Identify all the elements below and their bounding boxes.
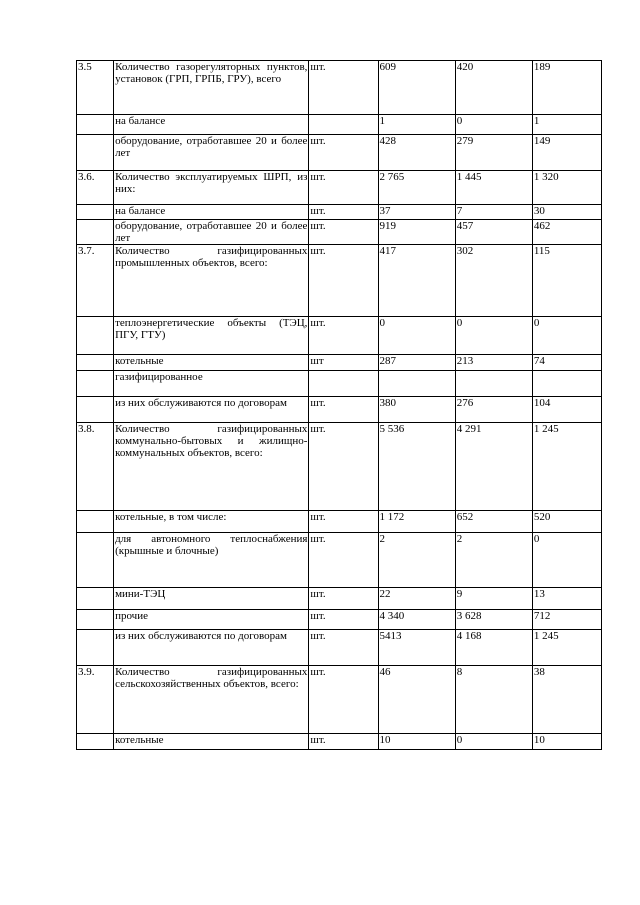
row-value-2: 0 (456, 115, 463, 127)
row-name: Количество газифицированных коммунально-бытовых и жилищно-коммунальных объектов, всего: (115, 423, 308, 459)
row-value-2-cell (455, 666, 532, 734)
row-value-3: 0 (533, 533, 540, 545)
table-row (77, 588, 602, 610)
row-value-2-cell (455, 511, 532, 533)
row-value-3: 462 (533, 220, 551, 232)
row-value-2: 652 (456, 511, 474, 523)
row-value-3-cell (532, 245, 601, 317)
row-unit-cell (309, 115, 378, 135)
row-value-1-cell (378, 317, 455, 355)
row-unit-cell (309, 610, 378, 630)
row-name-cell (114, 610, 309, 630)
row-value-1-cell (378, 220, 455, 245)
row-number-cell (77, 666, 114, 734)
table-row (77, 355, 602, 371)
row-name-cell (114, 533, 309, 588)
row-value-2-cell (455, 220, 532, 245)
row-value-1: 5 536 (379, 423, 405, 435)
row-value-1: 919 (379, 220, 397, 232)
row-value-1: 1 172 (379, 511, 405, 523)
table-row (77, 423, 602, 511)
row-value-1: 46 (379, 666, 391, 678)
row-name: на балансе (115, 205, 166, 217)
table-row (77, 205, 602, 220)
row-unit-cell (309, 317, 378, 355)
row-unit: шт. (310, 423, 326, 435)
row-unit-cell (309, 61, 378, 115)
row-value-3: 74 (533, 355, 545, 367)
row-unit: шт. (310, 666, 326, 678)
table-row (77, 317, 602, 355)
row-value-2-cell (455, 588, 532, 610)
row-value-2-cell (455, 533, 532, 588)
table-row (77, 610, 602, 630)
row-value-3-cell (532, 61, 601, 115)
row-number-cell (77, 317, 114, 355)
row-value-3-cell (532, 666, 601, 734)
row-value-3: 0 (533, 317, 540, 329)
row-number-cell (77, 171, 114, 205)
row-unit-cell (309, 355, 378, 371)
row-unit: шт. (310, 533, 326, 545)
row-unit: шт. (310, 245, 326, 257)
row-unit: шт. (310, 61, 326, 73)
row-value-1-cell (378, 423, 455, 511)
row-name: для автономного теплоснабжения (крышные и блочные) (115, 533, 308, 557)
row-value-1-cell (378, 610, 455, 630)
row-value-2-cell (455, 245, 532, 317)
row-number: 3.8. (78, 423, 95, 435)
row-value-2: 0 (456, 317, 463, 329)
row-name: Количество газорегуляторных пунктов, установок (ГРП, ГРПБ, ГРУ), всего (115, 61, 308, 85)
row-unit: шт. (310, 397, 326, 409)
row-unit-cell (309, 734, 378, 750)
row-unit-cell (309, 245, 378, 317)
row-value-1-cell (378, 588, 455, 610)
row-number: 3.5 (78, 61, 92, 73)
row-value-3-cell (532, 630, 601, 666)
row-value-1-cell (378, 135, 455, 171)
row-value-2: 2 (456, 533, 463, 545)
row-unit-cell (309, 511, 378, 533)
row-unit: шт. (310, 171, 326, 183)
row-unit: шт. (310, 511, 326, 523)
row-name-cell (114, 423, 309, 511)
row-name: теплоэнергетические объекты (ТЭЦ, ПГУ, ГТУ) (115, 317, 308, 341)
row-value-1-cell (378, 171, 455, 205)
table-row (77, 630, 602, 666)
row-number-cell (77, 630, 114, 666)
row-name-cell (114, 245, 309, 317)
row-value-1: 287 (379, 355, 397, 367)
row-number-cell (77, 588, 114, 610)
row-value-3: 149 (533, 135, 551, 147)
row-value-1: 428 (379, 135, 397, 147)
row-value-1-cell (378, 115, 455, 135)
row-name: Количество газифицированных промышленных объектов, всего: (115, 245, 308, 269)
row-name-cell (114, 355, 309, 371)
row-value-3-cell (532, 610, 601, 630)
row-value-2: 1 445 (456, 171, 482, 183)
row-value-3: 189 (533, 61, 551, 73)
row-unit: шт. (310, 588, 326, 600)
row-unit-cell (309, 371, 378, 397)
row-value-1-cell (378, 511, 455, 533)
row-value-3: 38 (533, 666, 545, 678)
table-row (77, 533, 602, 588)
row-unit: шт. (310, 135, 326, 147)
table-body (77, 61, 602, 750)
row-value-3: 1 245 (533, 630, 559, 642)
row-value-1-cell (378, 666, 455, 734)
row-name: мини-ТЭЦ (115, 588, 166, 600)
row-number-cell (77, 115, 114, 135)
row-value-1-cell (378, 397, 455, 423)
row-value-3: 13 (533, 588, 545, 600)
row-name-cell (114, 588, 309, 610)
row-name-cell (114, 61, 309, 115)
row-value-1-cell (378, 205, 455, 220)
row-name: из них обслуживаются по договорам (115, 397, 287, 409)
row-value-3: 115 (533, 245, 550, 257)
row-value-3-cell (532, 734, 601, 750)
row-value-3-cell (532, 135, 601, 171)
row-name-cell (114, 171, 309, 205)
row-value-2-cell (455, 317, 532, 355)
row-unit: шт. (310, 630, 326, 642)
row-value-2-cell (455, 397, 532, 423)
row-name-cell (114, 115, 309, 135)
row-value-2-cell (455, 135, 532, 171)
row-name-cell (114, 397, 309, 423)
row-value-2: 9 (456, 588, 463, 600)
row-value-2-cell (455, 61, 532, 115)
row-value-1-cell (378, 371, 455, 397)
row-unit: шт. (310, 610, 326, 622)
row-value-1: 609 (379, 61, 397, 73)
table-row (77, 371, 602, 397)
row-value-1-cell (378, 533, 455, 588)
row-value-3: 104 (533, 397, 551, 409)
row-unit: шт. (310, 734, 326, 746)
row-name: на балансе (115, 115, 166, 127)
row-name-cell (114, 371, 309, 397)
row-value-1-cell (378, 355, 455, 371)
row-value-2: 213 (456, 355, 474, 367)
row-unit: шт. (310, 220, 326, 232)
row-value-3-cell (532, 220, 601, 245)
row-value-3-cell (532, 171, 601, 205)
row-value-2-cell (455, 115, 532, 135)
row-value-3: 1 (533, 115, 540, 127)
row-value-1: 4 340 (379, 610, 405, 622)
row-name-cell (114, 205, 309, 220)
table-row (77, 61, 602, 115)
row-number-cell (77, 205, 114, 220)
row-number-cell (77, 220, 114, 245)
row-name: котельные (115, 355, 164, 367)
row-value-1: 2 (379, 533, 386, 545)
table-row (77, 171, 602, 205)
row-value-2: 279 (456, 135, 474, 147)
row-value-2: 7 (456, 205, 463, 217)
table-row (77, 666, 602, 734)
row-name-cell (114, 317, 309, 355)
row-unit-cell (309, 666, 378, 734)
table-row (77, 220, 602, 245)
row-name: Количество эксплуатируемых ШРП, из них: (115, 171, 308, 195)
row-name-cell (114, 734, 309, 750)
table-row (77, 734, 602, 750)
table-row (77, 511, 602, 533)
row-value-3-cell (532, 511, 601, 533)
row-value-2-cell (455, 423, 532, 511)
row-value-3: 1 245 (533, 423, 559, 435)
row-value-2-cell (455, 205, 532, 220)
row-value-2-cell (455, 610, 532, 630)
row-value-2: 420 (456, 61, 474, 73)
row-value-1: 417 (379, 245, 397, 257)
row-value-2: 457 (456, 220, 474, 232)
row-unit-cell (309, 205, 378, 220)
row-name-cell (114, 220, 309, 245)
row-unit-cell (309, 423, 378, 511)
row-value-1: 380 (379, 397, 397, 409)
row-unit: шт (310, 355, 324, 367)
row-unit-cell (309, 220, 378, 245)
row-value-3: 712 (533, 610, 551, 622)
row-value-3-cell (532, 317, 601, 355)
row-name: Количество газифицированных сельскохозяйственных объектов, всего: (115, 666, 308, 690)
row-value-1: 0 (379, 317, 386, 329)
row-number: 3.7. (78, 245, 95, 257)
row-name-cell (114, 666, 309, 734)
row-value-3: 520 (533, 511, 551, 523)
row-value-3-cell (532, 355, 601, 371)
row-value-2: 3 628 (456, 610, 482, 622)
table-row (77, 135, 602, 171)
row-value-3: 30 (533, 205, 545, 217)
row-number-cell (77, 355, 114, 371)
row-value-1: 22 (379, 588, 391, 600)
row-value-3-cell (532, 423, 601, 511)
row-value-3-cell (532, 371, 601, 397)
row-unit: шт. (310, 317, 326, 329)
row-value-1: 37 (379, 205, 391, 217)
row-number-cell (77, 734, 114, 750)
row-value-1: 2 765 (379, 171, 405, 183)
row-name-cell (114, 135, 309, 171)
row-name: оборудование, отработавшее 20 и более лет (115, 135, 308, 159)
row-value-1: 5413 (379, 630, 402, 642)
row-number-cell (77, 533, 114, 588)
row-number: 3.6. (78, 171, 95, 183)
row-name-cell (114, 630, 309, 666)
row-number-cell (77, 371, 114, 397)
table-row (77, 397, 602, 423)
row-unit-cell (309, 588, 378, 610)
row-value-2-cell (455, 171, 532, 205)
row-name: котельные (115, 734, 164, 746)
row-value-2: 302 (456, 245, 474, 257)
row-value-2: 4 291 (456, 423, 482, 435)
table-row (77, 245, 602, 317)
row-value-3-cell (532, 205, 601, 220)
row-value-3-cell (532, 533, 601, 588)
row-value-1-cell (378, 734, 455, 750)
row-name: прочие (115, 610, 148, 622)
row-value-3-cell (532, 588, 601, 610)
row-unit-cell (309, 630, 378, 666)
row-number-cell (77, 61, 114, 115)
row-value-1-cell (378, 245, 455, 317)
row-value-2: 8 (456, 666, 463, 678)
row-number-cell (77, 135, 114, 171)
row-unit-cell (309, 533, 378, 588)
row-number-cell (77, 610, 114, 630)
row-value-2: 0 (456, 734, 463, 746)
row-value-2-cell (455, 355, 532, 371)
row-number-cell (77, 397, 114, 423)
row-value-1: 10 (379, 734, 391, 746)
row-value-2: 276 (456, 397, 474, 409)
row-number-cell (77, 245, 114, 317)
row-name: оборудование, отработавшее 20 и более лет (115, 220, 308, 244)
row-unit-cell (309, 171, 378, 205)
row-name: котельные, в том числе: (115, 511, 227, 523)
row-value-3-cell (532, 397, 601, 423)
row-number-cell (77, 511, 114, 533)
row-unit-cell (309, 397, 378, 423)
row-unit-cell (309, 135, 378, 171)
row-name: газифицированное (115, 371, 203, 383)
row-value-2-cell (455, 734, 532, 750)
row-value-2-cell (455, 630, 532, 666)
row-value-1-cell (378, 630, 455, 666)
row-name: из них обслуживаются по договорам (115, 630, 287, 642)
row-value-1-cell (378, 61, 455, 115)
row-number-cell (77, 423, 114, 511)
row-value-2: 4 168 (456, 630, 482, 642)
row-value-1: 1 (379, 115, 386, 127)
table-row (77, 115, 602, 135)
row-value-3: 10 (533, 734, 545, 746)
row-value-3-cell (532, 115, 601, 135)
row-unit: шт. (310, 205, 326, 217)
row-number: 3.9. (78, 666, 95, 678)
row-value-3: 1 320 (533, 171, 559, 183)
row-value-2-cell (455, 371, 532, 397)
row-name-cell (114, 511, 309, 533)
statistics-table (76, 60, 602, 750)
